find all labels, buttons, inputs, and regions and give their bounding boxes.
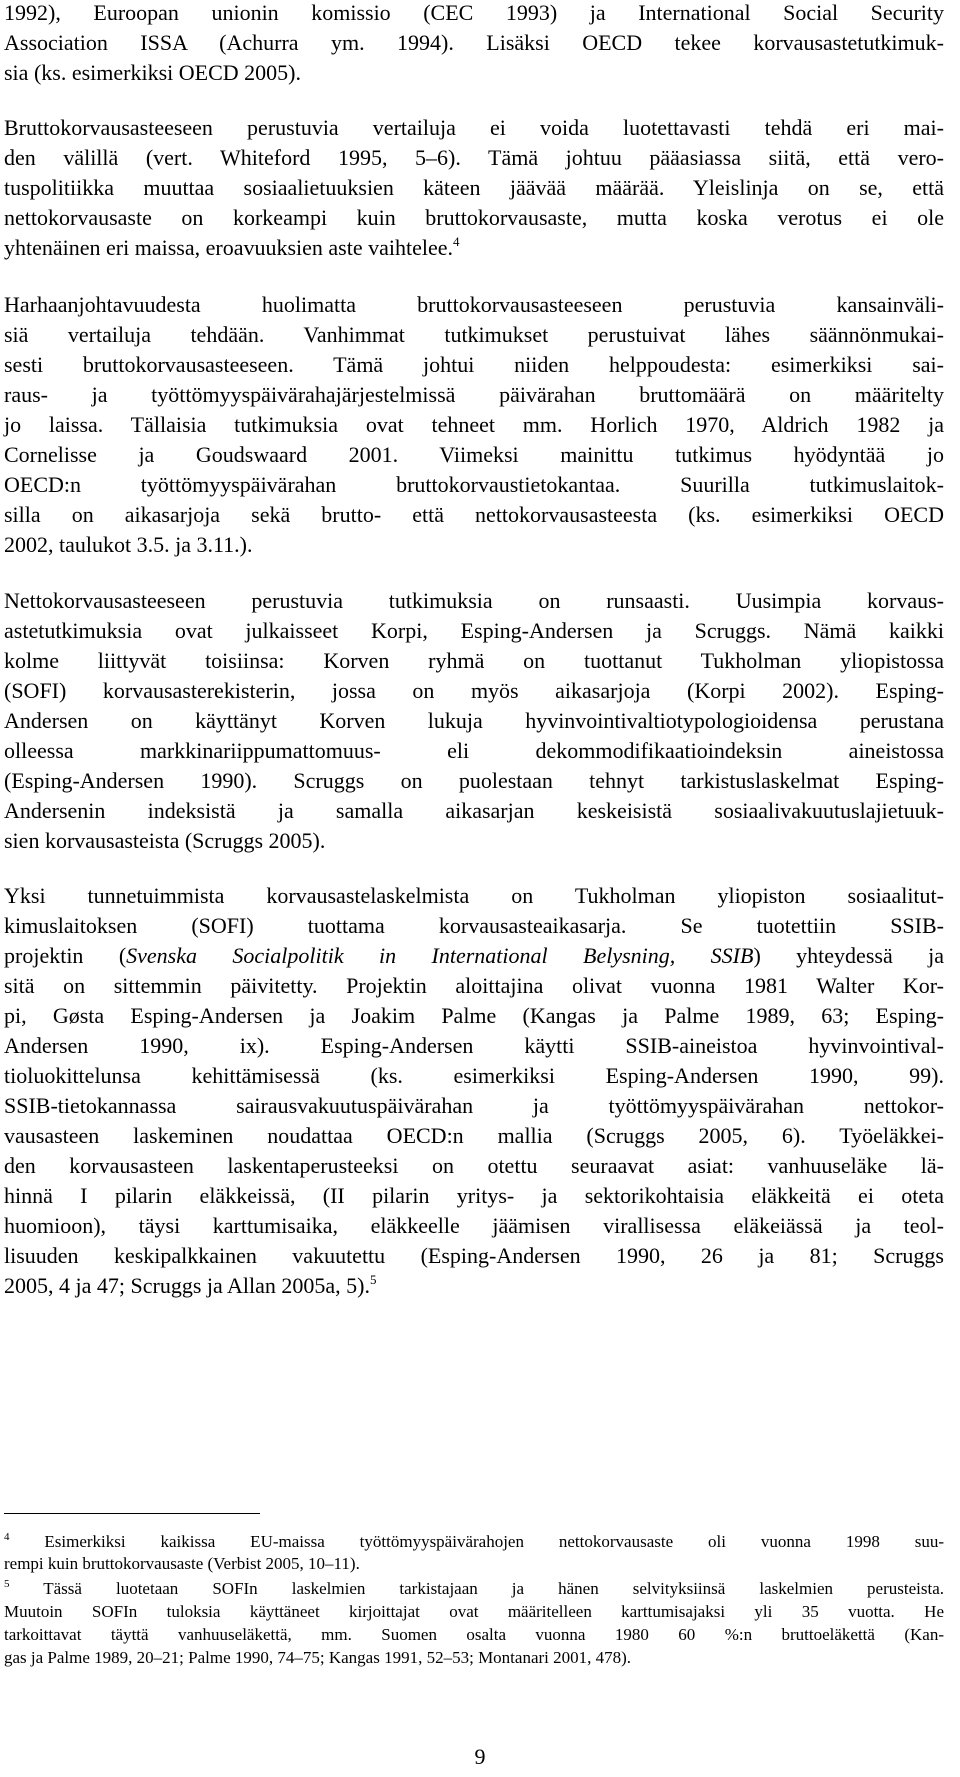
text-line: astetutkimuksia ovat julkaisseet Korpi, Esping-Andersen ja Scruggs. Nämä kaikki — [4, 618, 944, 643]
italic-title: Svenska Socialpolitik in International Belysning, SSIB — [126, 943, 754, 968]
text-line: kolme liittyvät toisiinsa: Korven ryhmä on tuottanut Tukholman yliopistossa — [4, 648, 944, 673]
text-line: raus- ja työttömyyspäivärahajärjestelmissä päivärahan bruttomäärä on määritelty — [4, 382, 944, 407]
footnote-ref[interactable]: 4 — [453, 234, 460, 249]
footnote-line: rempi kuin bruttokorvausaste (Verbist 2005, 10–11). — [4, 1554, 360, 1573]
text-line: 2002, taulukot 3.5. ja 3.11.). — [4, 532, 253, 557]
text-line: vausasteen laskeminen noudattaa OECD:n mallia (Scruggs 2005, 6). Työeläkkei- — [4, 1123, 944, 1148]
text-line: tioluokittelunsa kehittämisessä (ks. esimerkiksi Esping-Andersen 1990, 99). — [4, 1063, 944, 1088]
text-line: sien korvausasteista (Scruggs 2005). — [4, 828, 326, 853]
text-line: (SOFI) korvausasterekisterin, jossa on myös aikasarjoja (Korpi 2002). Esping- — [4, 678, 944, 703]
text-line — [4, 1271, 944, 1301]
text-run: yhtenäinen eri maissa, eroavuuksien aste vaihtelee. — [4, 235, 453, 260]
text-line: olleessa markkinariippumattomuus- eli dekommodifikaatioindeksin aineistossa — [4, 738, 944, 763]
footnote-separator — [4, 1513, 260, 1514]
text-line: Association ISSA (Achurra ym. 1994). Lisäksi OECD tekee korvausastetutkimuk- — [4, 30, 944, 55]
text-line: sia (ks. esimerkiksi OECD 2005). — [4, 60, 301, 85]
footnote-line: gas ja Palme 1989, 20–21; Palme 1990, 74–75; Kangas 1991, 52–53; Montanari 2001, 478). — [4, 1648, 632, 1667]
text-line: Andersen on käyttänyt Korven lukuja hyvinvointivaltiotypologioidensa perustana — [4, 708, 944, 733]
text-line: Harhaanjohtavuudesta huolimatta bruttokorvausasteeseen perustuvia kansainväli- — [4, 292, 944, 317]
footnote-line — [4, 1531, 944, 1553]
text-line — [4, 233, 944, 263]
text-line: sitä on sittemmin päivitetty. Projektin aloittajina olivat vuonna 1981 Walter Kor- — [4, 973, 944, 998]
text-run: 2005, 4 ja 47; Scruggs ja Allan 2005a, 5). — [4, 1273, 371, 1298]
text-line: Bruttokorvausasteeseen perustuvia vertailuja ei voida luotettavasti tehdä eri mai- — [4, 115, 944, 140]
text-line: nettokorvausaste on korkeampi kuin bruttokorvausaste, mutta koska verotus ei ole — [4, 205, 944, 230]
text-line: Andersen 1990, ix). Esping-Andersen käytti SSIB-aineistoa hyvinvointival- — [4, 1033, 944, 1058]
text-line: Cornelisse ja Goudswaard 2001. Viimeksi mainittu tutkimus hyödyntää jo — [4, 442, 944, 467]
footnote-marker: 5 — [4, 1578, 10, 1590]
text-line: 1992), Euroopan unionin komissio (CEC 1993) ja International Social Security — [4, 0, 944, 25]
text-line: kimuslaitoksen (SOFI) tuottama korvausasteaikasarja. Se tuotettiin SSIB- — [4, 913, 944, 938]
text-line: (Esping-Andersen 1990). Scruggs on puolestaan tehnyt tarkistuslaskelmat Esping- — [4, 768, 944, 793]
text-line: Yksi tunnetuimmista korvausastelaskelmista on Tukholman yliopiston sosiaalitut- — [4, 883, 944, 908]
text-line: den korvausasteen laskentaperusteeksi on otettu seuraavat asiat: vanhuuseläke lä- — [4, 1153, 944, 1178]
text-run: Esimerkiksi kaikissa EU-maissa työttömyyspäivärahojen nettokorvausaste oli vuonna 1998 suu- — [9, 1532, 944, 1551]
text-line: den välillä (vert. Whiteford 1995, 5–6). Tämä johtuu pääasiassa siitä, että vero- — [4, 145, 944, 170]
text-line: SSIB-tietokannassa sairausvakuutuspäivärahan ja työttömyyspäivärahan nettokor- — [4, 1093, 944, 1118]
text-line: siä vertailuja tehdään. Vanhimmat tutkimukset perustuivat lähes säännönmukai- — [4, 322, 944, 347]
text-line: silla on aikasarjoja sekä brutto- että nettokorvausasteesta (ks. esimerkiksi OECD — [4, 502, 944, 527]
footnote-line — [4, 1578, 944, 1600]
text-run: Tässä luotetaan SOFIn laskelmien tarkistajaan ja hänen selvityksiinsä laskelmien perusteista. — [9, 1579, 944, 1598]
text-line: OECD:n työttömyyspäivärahan bruttokorvaustietokantaa. Suurilla tutkimuslaitok- — [4, 472, 944, 497]
footnote-line: Muutoin SOFIn tuloksia käyttäneet kirjoittajat ovat määritelleen karttumisajaksi yli 35 vuotta. He — [4, 1602, 944, 1621]
text-line: huomioon), täysi karttumisaika, eläkkeelle jäämisen virallisessa eläkeiässä ja teol- — [4, 1213, 944, 1238]
footnote-marker: 4 — [4, 1531, 10, 1543]
text-run: projektin ( — [4, 943, 127, 968]
text-line: Nettokorvausasteeseen perustuvia tutkimuksia on runsaasti. Uusimpia korvaus- — [4, 588, 944, 613]
footnote-ref[interactable]: 5 — [370, 1272, 377, 1287]
text-line: jo laissa. Tällaisia tutkimuksia ovat tehneet mm. Horlich 1970, Aldrich 1982 ja — [4, 412, 944, 437]
text-line: lisuuden keskipalkkainen vakuutettu (Esping-Andersen 1990, 26 ja 81; Scruggs — [4, 1243, 944, 1268]
footnote-line: tarkoittavat täyttä vanhuuseläkettä, mm. Suomen osalta vuonna 1980 60 %:n bruttoeläkettä (Kan- — [4, 1625, 944, 1644]
text-line — [4, 941, 944, 971]
text-line: hinnä I pilarin eläkkeissä, (II pilarin yritys- ja sektorikohtaisia eläkkeitä ei oteta — [4, 1183, 944, 1208]
text-line: pi, Gøsta Esping-Andersen ja Joakim Palme (Kangas ja Palme 1989, 63; Esping- — [4, 1003, 944, 1028]
text-run: ) yhteydessä ja — [753, 943, 944, 968]
page-number: 9 — [474, 1744, 486, 1769]
text-line: tuspolitiikka muuttaa sosiaalietuuksien käteen jäävää määrää. Yleislinja on se, että — [4, 175, 944, 200]
text-line: Andersenin indeksistä ja samalla aikasarjan keskeisistä sosiaalivakuutuslajietuuk- — [4, 798, 944, 823]
text-line: sesti bruttokorvausasteeseen. Tämä johtui niiden helppoudesta: esimerkiksi sai- — [4, 352, 944, 377]
